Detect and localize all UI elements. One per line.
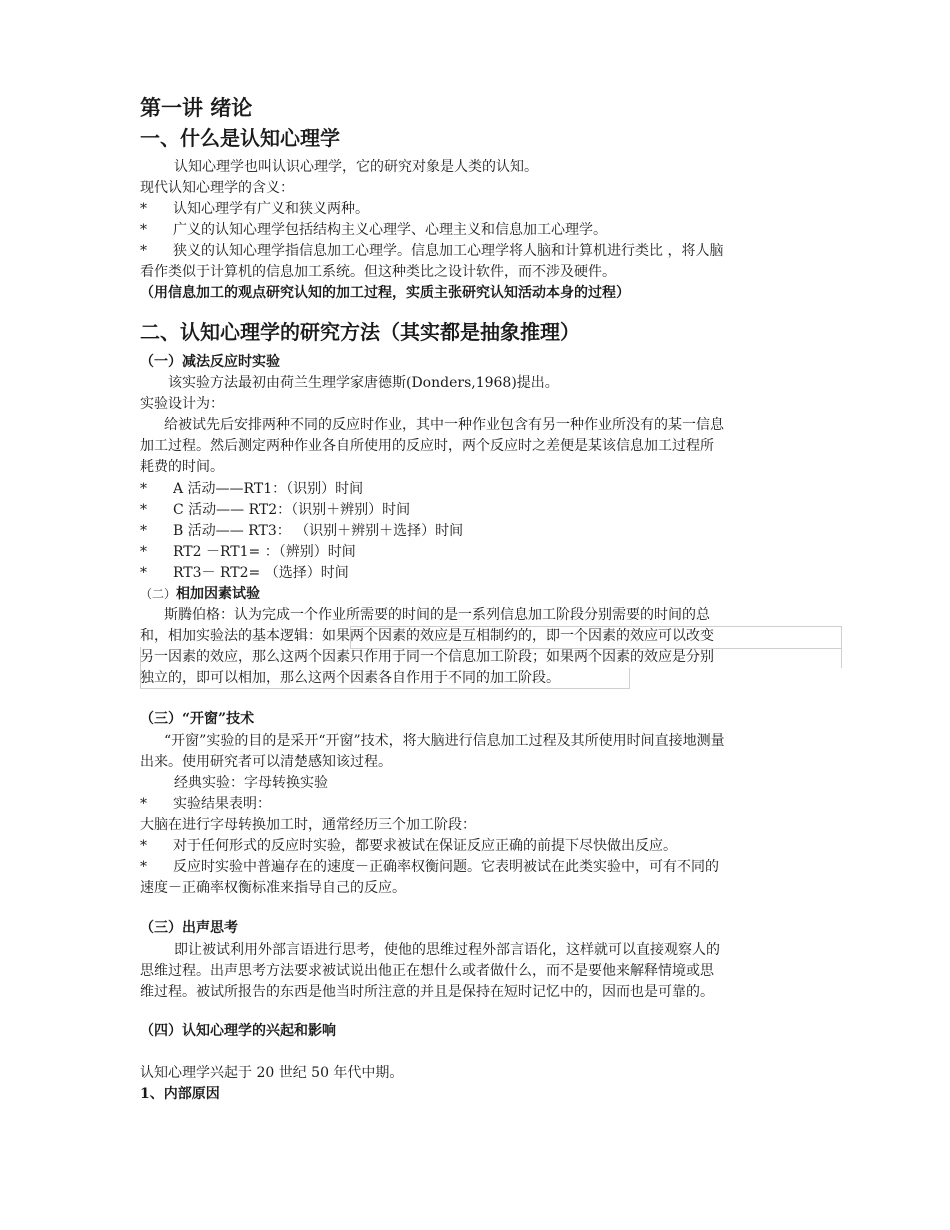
sub3-para-line: 出来。使用研究者可以清楚感知该过程。 [140, 754, 392, 770]
section2-heading: 二、认知心理学的研究方法（其实都是抽象推理） [140, 320, 580, 344]
item-text: B 活动—— RT3： （识别＋辨别＋选择）时间 [173, 523, 464, 539]
sub1-item [140, 479, 820, 500]
section1-bullet-cont: 看作类似于计算机的信息加工系统。但这种类比之设计软件，而不涉及硬件。 [140, 264, 616, 280]
sub5-internal: 1、内部原因 [140, 1086, 220, 1102]
lecture-title: 第一讲 绪论 [140, 95, 253, 120]
bullet-text: 对于任何形式的反应时实验，都要求被试在保证反应正确的前提下尽快做出反应。 [173, 838, 677, 854]
result-label: 实验结果表明： [173, 796, 271, 812]
section1-bold-note: （用信息加工的观点研究认知的加工过程，实质主张研究认知活动本身的过程） [140, 285, 630, 301]
sub1-item [140, 542, 820, 563]
bullet-text: 广义的认知心理学包括结构主义心理学、心理主义和信息加工心理学。 [173, 222, 607, 238]
sub2-heading-prefix: （二） [140, 587, 177, 601]
sub1-item [140, 500, 820, 521]
sub3-bullet [140, 836, 820, 857]
sub4-heading: （三）出声思考 [140, 920, 238, 936]
item-text: RT2 －RT1= ：（辨别）时间 [173, 544, 356, 560]
sub1-item [140, 563, 820, 584]
sub1-design-label: 实验设计为： [140, 396, 224, 412]
item-text: RT3－ RT2= （选择）时间 [173, 565, 349, 581]
sub1-para-line: 给被试先后安排两种不同的反应时作业，其中一种作业包含有另一种作业所没有的某一信息 [164, 417, 724, 433]
bullet-mark: * [140, 502, 147, 518]
bullet-mark: * [140, 565, 147, 581]
sub2-heading-text: 相加因素试验 [176, 586, 261, 602]
sub2-para-line: 斯腾伯格：认为完成一个作业所需要的时间的是一系列信息加工阶段分别需要的时间的总 [164, 607, 710, 623]
sub3-heading: （三）“开窗”技术 [140, 711, 255, 727]
bullet-mark: * [140, 222, 147, 238]
bullet-text: 认知心理学有广义和狭义两种。 [173, 201, 369, 217]
sub4-para-line: 维过程。被试所报告的东西是他当时所注意的并且是保持在短时记忆中的，因而也是可靠的。 [140, 984, 714, 1000]
sub1-para-line: 加工过程。然后测定两种作业各自所使用的反应时，两个反应时之差便是某该信息加工过程所 [140, 438, 714, 454]
sub3-para-line: “开窗”实验的目的是采开“开窗”技术，将大脑进行信息加工过程及其所使用时间直接地测量 [164, 733, 725, 749]
sub3-classic: 经典实验：字母转换实验 [174, 775, 328, 791]
section1-bullet [140, 199, 820, 220]
bullet-mark: * [140, 838, 147, 854]
sub1-item [140, 521, 820, 542]
sub2-heading [140, 584, 820, 605]
sub1-heading: （一）减法反应时实验 [140, 354, 280, 370]
section1-meaning-label: 现代认知心理学的含义： [140, 180, 294, 196]
sub4-para-line: 思维过程。出声思考方法要求被试说出他正在想什么或者做什么，而不是要他来解释情境或思 [140, 963, 714, 979]
sub3-bullet-cont: 速度－正确率权衡标准来指导自己的反应。 [140, 880, 406, 896]
bullet-mark: * [140, 544, 147, 560]
sub3-result [140, 794, 820, 815]
sub2-para-line: 独立的，即可以相加，那么这两个因素各自作用于不同的加工阶段。 [140, 670, 560, 686]
sub5-heading: （四）认知心理学的兴起和影响 [140, 1023, 336, 1039]
bullet-mark: * [140, 796, 147, 812]
item-text: C 活动—— RT2：（识别＋辨别）时间 [173, 502, 411, 518]
section1-heading: 一、什么是认知心理学 [140, 126, 340, 150]
sub2-para-line: 另一因素的效应，那么这两个因素只作用于同一个信息加工阶段；如果两个因素的效应是分别 [140, 649, 714, 665]
item-text: A 活动——RT1：（识别）时间 [173, 481, 364, 497]
sub3-bullet [140, 857, 820, 878]
section1-bullet [140, 241, 820, 262]
sub2-para-line: 和，相加实验法的基本逻辑：如果两个因素的效应是互相制约的，即一个因素的效应可以改变 [140, 628, 714, 644]
bullet-mark: * [140, 481, 147, 497]
sub4-para-line: 即让被试利用外部言语进行思考，使他的思维过程外部言语化，这样就可以直接观察人的 [174, 942, 720, 958]
sub1-line: 该实验方法最初由荷兰生理学家唐德斯(Donders,1968)提出。 [168, 375, 559, 391]
sub1-para-line: 耗费的时间。 [140, 459, 224, 475]
bullet-text: 反应时实验中普遍存在的速度－正确率权衡问题。它表明被试在此类实验中，可有不同的 [173, 859, 719, 875]
bullet-text: 狭义的认知心理学指信息加工心理学。信息加工心理学将人脑和计算机进行类比 ，将人脑 [173, 243, 724, 259]
bullet-mark: * [140, 243, 147, 259]
sub5-line: 认知心理学兴起于 20 世纪 50 年代中期。 [140, 1065, 404, 1081]
section1-bullet [140, 220, 820, 241]
bullet-mark: * [140, 201, 147, 217]
bullet-mark: * [140, 859, 147, 875]
sub3-stages: 大脑在进行字母转换加工时，通常经历三个加工阶段： [140, 817, 476, 833]
bullet-mark: * [140, 523, 147, 539]
section1-intro: 认知心理学也叫认识心理学，它的研究对象是人类的认知。 [174, 159, 538, 175]
